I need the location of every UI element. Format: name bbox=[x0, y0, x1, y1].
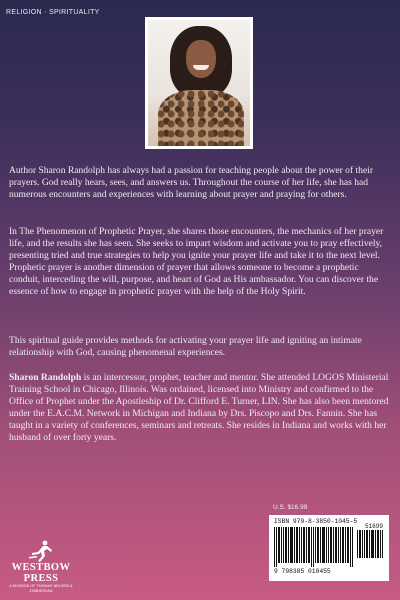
author-bio-text: is an intercessor, prophet, teacher and mentor. She attended LOGOS Ministerial Training School in Chicago, Illinois. Was ordained, licensed into Ministry and confirmed to the Office of Prophet under the Apostleship of Dr. Clifford E. Turner, LIN. She has also been mentored under the E.A.C.M. Network in Michigan and Indiana by Drs. Piscopo and Drs. Fannin. She has taught in a variety of conferences, seminars and retreats. She resides in Indiana and works with her husband of over forty years. bbox=[9, 372, 389, 444]
barcode-addon-digits: 51699 bbox=[364, 523, 383, 530]
price-label: U.S. $16.99 bbox=[273, 504, 308, 511]
publisher-name-line2: PRESS bbox=[23, 573, 59, 584]
category-label: RELIGION · SPIRITUALITY bbox=[6, 9, 100, 16]
barcode-number: 9 798385 010455 bbox=[274, 568, 331, 575]
guide-summary-paragraph: This spiritual guide provides methods for activating your prayer life and igniting an intimate relationship with God, causing phenomenal experiences. bbox=[9, 335, 362, 359]
publisher-name-line1: WESTBOW bbox=[11, 562, 71, 573]
book-description-paragraph: In The Phenomenon of Prophetic Prayer, she shares those encounters, the mechanics of her prayer life, and the results she has seen. She seeks to impart wisdom and activate you to pray effectively, presenting tried and true strategies to help you ignite your prayer life and take it to the next level. Prophetic prayer is another dimension of prayer that allows someone to become a prophetic conduit, interceding the will, purpose, and heart of God as His ambassador. You can discover the essence of how to engage in prophetic prayer with the help of the Holy Spirit. bbox=[9, 226, 384, 298]
running-figure-icon bbox=[28, 540, 54, 562]
barcode-bars-icon bbox=[274, 527, 354, 567]
intro-paragraph: Author Sharon Randolph has always had a passion for teaching people about the power of their prayers. God really hears, sees, and answers us. Throughout the course of her life, she has had numerous encounters and experiences with learning about prayer and praying for others. bbox=[9, 165, 374, 201]
barcode-addon-bars-icon bbox=[357, 530, 383, 558]
publisher-tagline: A DIVISION OF THOMAS NELSON & ZONDERVAN bbox=[9, 584, 73, 593]
barcode bbox=[269, 515, 389, 581]
author-name: Sharon Randolph bbox=[9, 372, 82, 383]
publisher-logo bbox=[6, 540, 76, 594]
author-bio-paragraph bbox=[9, 372, 391, 445]
author-photo-image bbox=[148, 20, 250, 146]
isbn-label: ISBN 979-8-3850-1045-5 bbox=[274, 518, 358, 525]
author-photo bbox=[145, 17, 253, 149]
